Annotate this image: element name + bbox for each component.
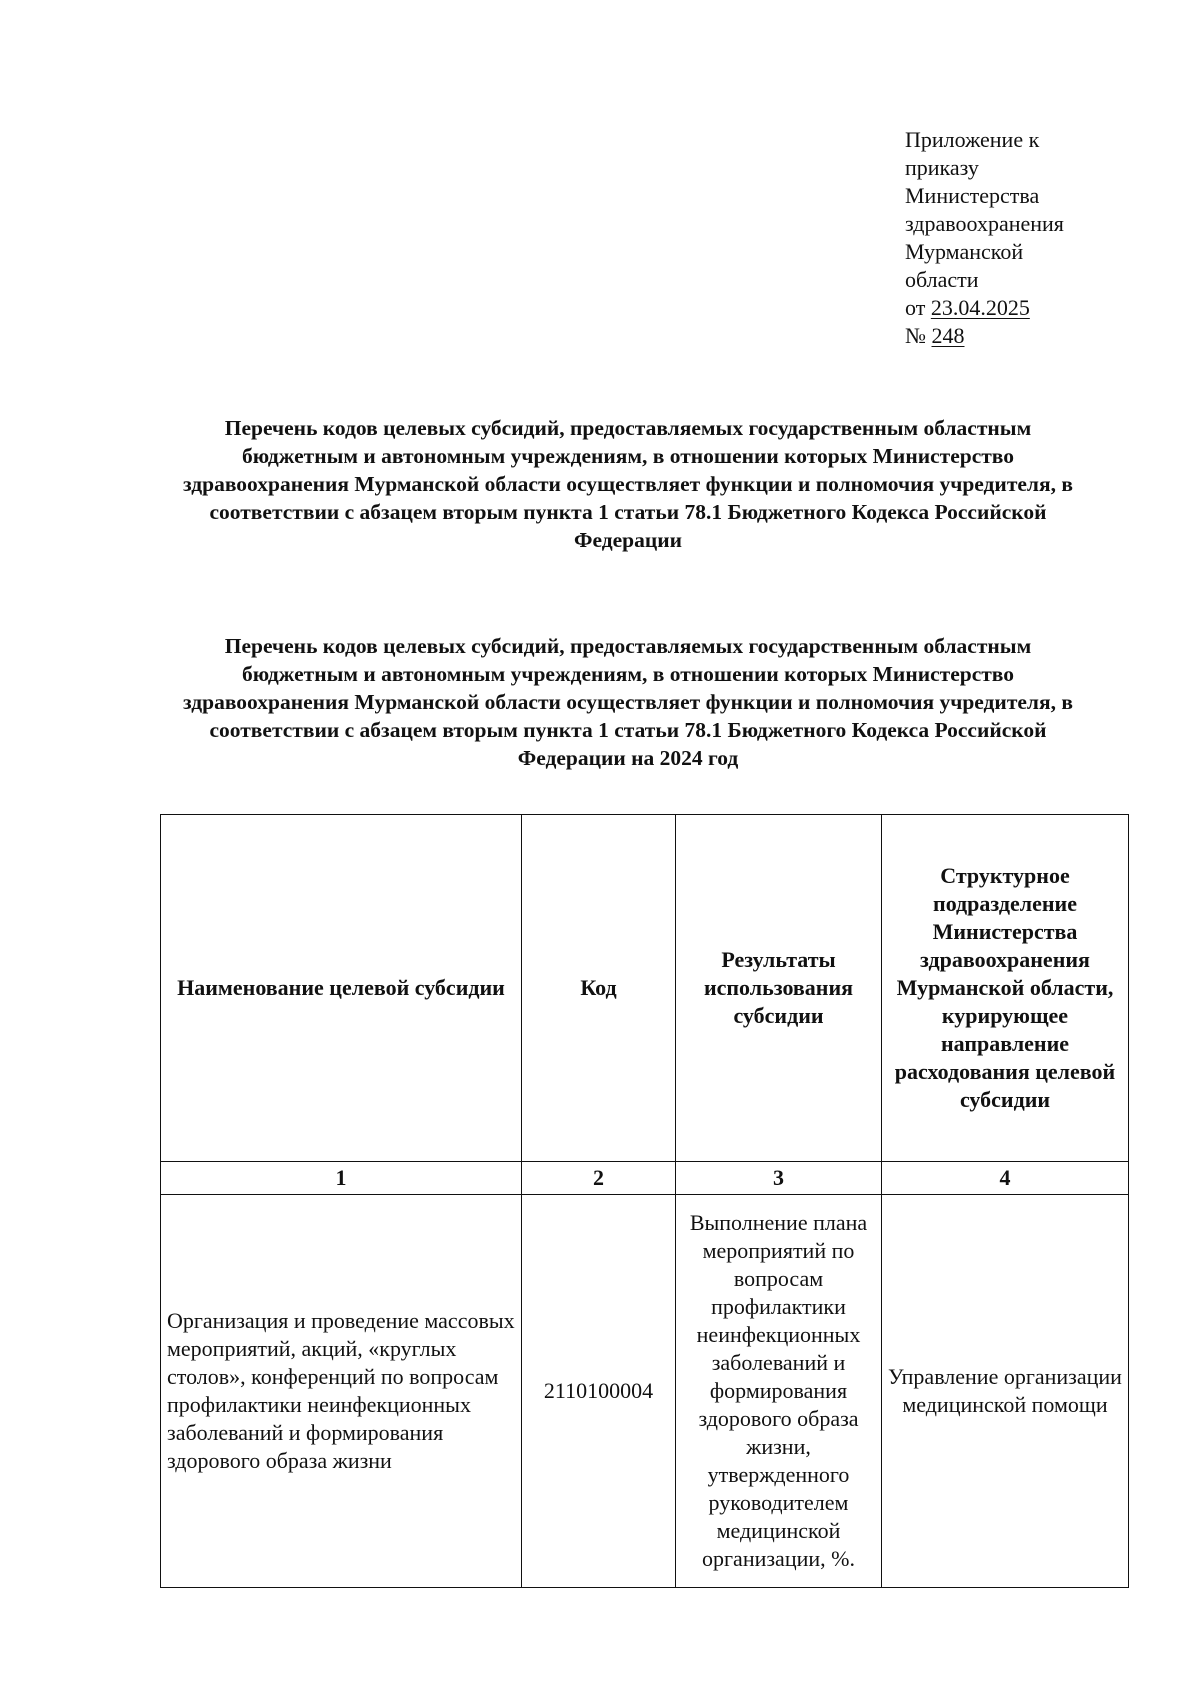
column-number-row <box>161 1162 1129 1195</box>
appendix-line: Мурманской <box>905 239 1024 264</box>
column-header-department: Структурное подразделение Министерства здравоохранения Мурманской области, курирующее направление расходования целевой субсидии <box>882 815 1129 1162</box>
appendix-line: приказу <box>905 155 979 180</box>
subsidy-name-cell: Организация и проведение массовых мероприятий, акций, «круглых столов», конференций по вопросам профилактики неинфекционных заболеваний и формирования здорового образа жизни <box>161 1195 522 1588</box>
document-title: Перечень кодов целевых субсидий, предоставляемых государственным областным бюджетным и автономным учреждениям, в отношении которых Министерство здравоохранения Мурманской области осуществляет функции и полномочия учредителя, в соответствии с абзацем вторым пункта 1 статьи 78.1 Бюджетного Кодекса Российской Федерации <box>183 416 1073 552</box>
department-cell: Управление организации медицинской помощи <box>882 1195 1129 1588</box>
appendix-block <box>905 126 1125 350</box>
appendix-line: Министерства <box>905 183 1040 208</box>
subsidy-code-cell: 2110100004 <box>522 1195 676 1588</box>
appendix-line: здравоохранения <box>905 211 1064 236</box>
order-number-line <box>905 322 1125 350</box>
column-number: 2 <box>522 1162 676 1195</box>
appendix-line: Приложение к <box>905 127 1040 152</box>
order-number-prefix: № <box>905 323 926 348</box>
table-title: Перечень кодов целевых субсидий, предоставляемых государственным областным бюджетным и автономным учреждениям, в отношении которых Министерство здравоохранения Мурманской области осуществляет функции и полномочия учредителя, в соответствии с абзацем вторым пункта 1 статьи 78.1 Бюджетного Кодекса Российской Федерации на 2024 год <box>183 634 1073 770</box>
column-header-results: Результаты использования субсидии <box>676 815 882 1162</box>
column-number: 3 <box>676 1162 882 1195</box>
table-header-row <box>161 815 1129 1162</box>
column-number: 1 <box>161 1162 522 1195</box>
column-header-code: Код <box>522 815 676 1162</box>
column-number: 4 <box>882 1162 1129 1195</box>
table-row <box>161 1195 1129 1588</box>
order-number: 248 <box>931 323 965 348</box>
column-header-name: Наименование целевой субсидии <box>161 815 522 1162</box>
appendix-line: области <box>905 267 979 292</box>
order-date-prefix: от <box>905 295 926 320</box>
order-date: 23.04.2025 <box>930 295 1030 320</box>
order-date-line <box>905 294 1125 322</box>
subsidy-codes-table <box>160 814 1129 1588</box>
subsidy-result-cell: Выполнение плана мероприятий по вопросам профилактики неинфекционных заболеваний и формирования здорового образа жизни, утвержденного руководителем медицинской организации, %. <box>676 1195 882 1588</box>
